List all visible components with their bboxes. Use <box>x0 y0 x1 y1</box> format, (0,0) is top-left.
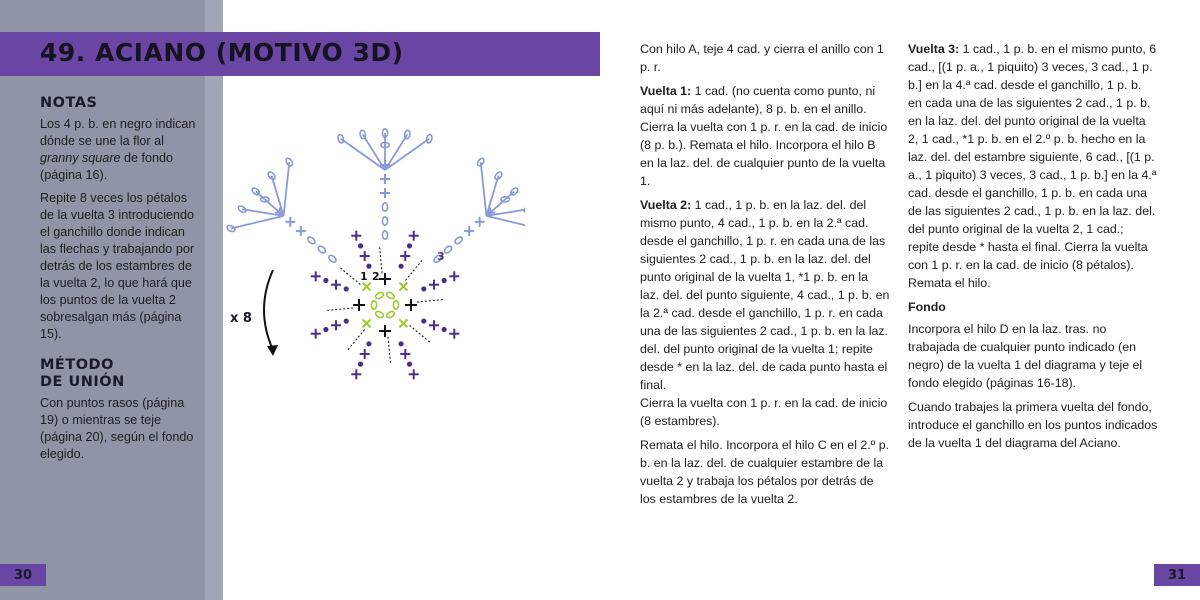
fondo-paragraph-2: Cuando trabajes la primera vuelta del fondo, introduce el ganchillo en los puntos indicados de la vuelta 1 del diagrama del Aciano. <box>908 400 1158 450</box>
slip-stitch-symbol <box>366 264 371 269</box>
dc-stitch-symbol <box>284 162 290 216</box>
stamen <box>311 268 362 292</box>
repeat-arrow <box>264 270 273 350</box>
chain-stitch-symbol <box>375 310 385 319</box>
dc-stitch-symbol <box>385 134 407 170</box>
dc-stitch-symbol <box>341 139 385 170</box>
chain-stitch-symbol <box>382 203 387 211</box>
page-title: 49. ACIANO (MOTIVO 3D) <box>40 38 404 67</box>
dc-stitch-symbol <box>385 139 429 170</box>
insertion-arrow <box>327 308 355 311</box>
petal <box>226 157 337 263</box>
slip-stitch-symbol <box>358 243 363 248</box>
slip-stitch-symbol <box>323 327 328 332</box>
petal-group <box>226 129 525 264</box>
left-strip-brush-edge <box>205 0 223 600</box>
crochet-diagram <box>225 100 525 420</box>
round-2-paragraph: Vuelta 2: 1 cad., 1 p. b. en la laz. del. del mismo punto, 4 cad., 1 p. b. en la 2.ª cad. desde el ganchillo, 1 p. r. en cada una de las siguientes 2 cad., 1 p. b. en la laz. del. del punto original de la vuelta 1, *1 p. b. en la laz. del. del punto siguiente, 4 cad., 1 p. b. en la 2.ª cad. desde el ganchillo, 1 p. r. en cada una de las siguientes 2 cad., 1 p. b. en la laz. del. del punto original de la vuelta 1; repite desde * en la laz. del. de cada punto hasta el final. <box>640 198 890 392</box>
fondo-heading: Fondo <box>908 300 946 314</box>
slip-stitch-symbol <box>407 362 412 367</box>
method-heading: MÉTODO <box>40 357 114 373</box>
stamen <box>311 308 355 339</box>
dc-stitch-symbol <box>481 162 487 216</box>
instructions-column-1 <box>640 40 890 514</box>
page-number-right: 31 <box>1154 564 1200 586</box>
sidebar-notes <box>40 95 200 469</box>
intro-paragraph: Con hilo A, teje 4 cad. y cierra el anillo con 1 p. r. <box>640 42 884 74</box>
notes-heading: NOTAS <box>40 95 98 111</box>
stamen <box>398 231 422 282</box>
chain-stitch-symbol <box>237 205 247 214</box>
chain-stitch-symbol <box>443 245 453 254</box>
stamen <box>408 318 459 342</box>
dc-stitch-symbol <box>363 134 385 170</box>
round-label-2: 2 <box>372 270 380 283</box>
chain-stitch-symbol <box>382 231 387 239</box>
slip-stitch-symbol <box>421 286 426 291</box>
page-number-left: 30 <box>0 564 46 586</box>
chain-stitch-symbol <box>404 130 410 139</box>
chain-stitch-symbol <box>371 301 376 309</box>
repeat-label: x 8 <box>230 311 252 326</box>
chain-stitch-symbol <box>307 236 317 245</box>
chain-stitch-symbol <box>360 130 366 139</box>
round-2-close: Cierra la vuelta con 1 p. r. en la cad. de inicio (8 estambres). <box>640 396 888 428</box>
slip-stitch-symbol <box>344 286 349 291</box>
round-3-paragraph: Vuelta 3: 1 cad., 1 p. b. en el mismo punto, 6 cad., [(1 p. a., 1 piquito) 3 veces, 3 cad., 1 p. b.] en la 4.ª cad. desde el ganchillo, 1 p. b. en cada una de las siguientes 2 cad., 1 p. b. en la laz. del. del punto original de la vuelta 2, 1 cad., *1 p. b. en el 2.º p. b. hecho en la laz. del. del estambre siguiente, 6 cad., [(1 p. a., 1 piquito) 3 veces, 3 cad., 1 p. b.] en la 4.ª cad. desde el ganchillo, 1 p. b. en cada una de las siguientes 2 cad., 1 p. b. en la laz. del. del punto original de la vuelta 2, 1 cad.; repite desde * hasta el final. Cierra la vuelta con 1 p. r. en la cad. de inicio (8 pétalos). Remata el hilo. <box>908 42 1157 290</box>
repeat-arrow-head <box>267 345 278 356</box>
slip-stitch-symbol <box>344 318 349 323</box>
chain-stitch-symbol <box>454 236 464 245</box>
method-heading-line2: DE UNIÓN <box>40 374 125 390</box>
insertion-arrow <box>415 300 443 303</box>
slip-stitch-symbol <box>398 341 403 346</box>
chain-stitch-symbol <box>328 254 338 263</box>
stamen <box>415 271 459 302</box>
stamen <box>348 328 372 379</box>
dc-stitch-symbol <box>231 216 284 229</box>
insertion-arrow <box>340 268 362 286</box>
insertion-arrow <box>348 328 366 350</box>
round-label-1: 1 <box>360 270 368 283</box>
slip-stitch-symbol <box>398 264 403 269</box>
chain-stitch-symbol <box>226 224 236 232</box>
chain-stitch-symbol <box>386 291 396 300</box>
slip-stitch-symbol <box>407 243 412 248</box>
stamen <box>388 335 419 379</box>
round-label-3: 3 <box>437 250 445 263</box>
dc-stitch-symbol <box>486 216 525 229</box>
round-1-paragraph: Vuelta 1: 1 cad. (no cuenta como punto, ni aquí ni más adelante), 8 p. b. en el anillo. Cierra la vuelta con 1 p. r. en la cad. de inicio (8 p. b.). Remata el hilo. Incorpora el hilo B en la laz. del. de cualquier punto de la vuelta 1. <box>640 84 888 188</box>
chain-stitch-symbol <box>386 310 396 319</box>
petal <box>433 157 525 263</box>
insertion-arrow <box>388 335 391 363</box>
slip-stitch-symbol <box>442 327 447 332</box>
notes-paragraph-1: Los 4 p. b. en negro indican dónde se une la flor al granny square de fondo (página 16). <box>40 117 196 182</box>
slip-stitch-symbol <box>442 278 447 283</box>
stamen <box>351 231 382 275</box>
chain-stitch-symbol <box>382 217 387 225</box>
insertion-arrow <box>408 324 430 342</box>
slip-stitch-symbol <box>358 362 363 367</box>
slip-stitch-symbol <box>366 341 371 346</box>
chain-stitch-symbol <box>317 245 327 254</box>
instructions-column-2 <box>908 40 1158 458</box>
petal <box>337 129 433 239</box>
chain-stitch-symbol <box>375 291 385 300</box>
method-text: Con puntos rasos (página 19) o mientras se teje (página 20), según el fondo elegido. <box>40 396 194 461</box>
fondo-paragraph-1: Incorpora el hilo D en la laz. tras. no trabajada de cualquier punto indicado (en negro) de la vuelta 1 del diagrama y teje el fondo elegido (páginas 16-18). <box>908 322 1143 390</box>
chain-stitch-symbol <box>476 157 485 167</box>
notes-paragraph-2: Repite 8 veces los pétalos de la vuelta 3 introduciendo el ganchillo donde indican las flechas y trabajando por detrás de los estambres de la vuelta 2, lo que hará que los puntos de la vuelta 2 sobresalgan más (página 15). <box>40 191 195 341</box>
insertion-arrow <box>404 260 422 282</box>
insertion-arrow <box>380 247 383 275</box>
chain-stitch-symbol <box>393 301 398 309</box>
slip-stitch-symbol <box>421 318 426 323</box>
round-2-after: Remata el hilo. Incorpora el hilo C en el 2.º p. b. en la laz. del. de cualquier estambre de la vuelta 2 y trabaja los pétalos por detrás de los estambres de la vuelta 2. <box>640 438 890 506</box>
slip-stitch-symbol <box>323 278 328 283</box>
